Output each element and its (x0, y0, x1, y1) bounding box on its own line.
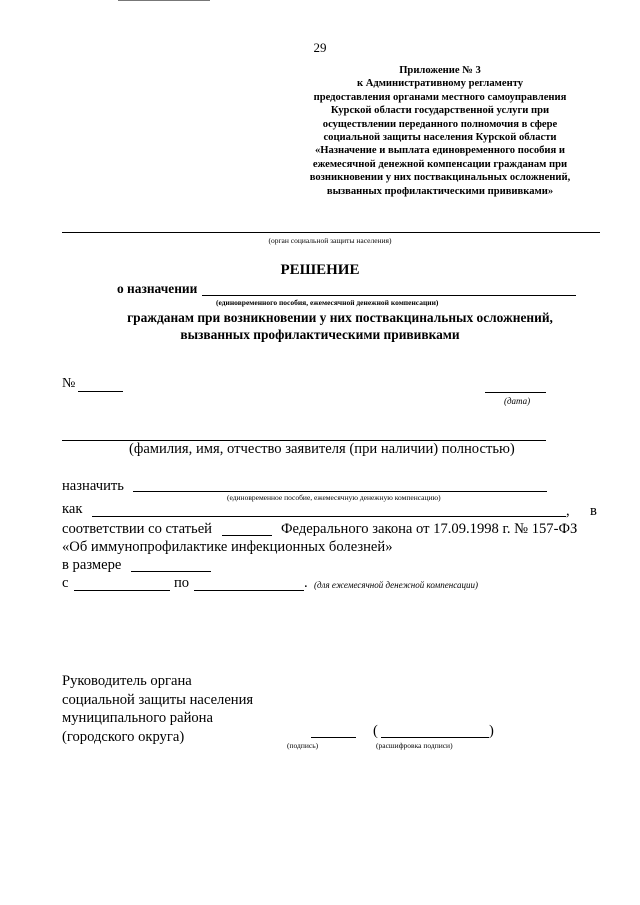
signature-role-line: социальной защиты населения (62, 691, 254, 708)
signature-decode-field[interactable] (381, 737, 489, 738)
from-date-field[interactable] (74, 590, 170, 591)
law-name: «Об иммунопрофилактике инфекционных болезней» (62, 539, 393, 555)
appendix-block (290, 64, 590, 198)
appendix-line: вызванных профилактическими прививками» (326, 185, 554, 197)
assign-caption: (единовременное пособие, ежемесячную денежную компенсацию) (227, 493, 441, 502)
law-article-field[interactable] (222, 535, 272, 536)
to-date-field[interactable] (194, 590, 304, 591)
decode-caption: (расшифровка подписи) (376, 741, 453, 750)
decision-title: РЕШЕНИЕ (280, 262, 360, 278)
appendix-line: ежемесячной денежной компенсации гражданам при (312, 158, 568, 170)
sign-caption: (подпись) (287, 741, 319, 750)
appendix-line: предоставления органами местного самоуправления (313, 91, 567, 103)
signature-role-line: муниципального района (62, 710, 213, 726)
appendix-line: осуществлении переданного полномочия в сфере (322, 118, 558, 130)
period-dot: . (304, 575, 308, 591)
date-field[interactable] (485, 392, 546, 393)
scan-edge-line (118, 0, 210, 1)
as-in: в (590, 503, 597, 519)
decision-prefix: о назначении (117, 281, 198, 296)
signature-field[interactable] (311, 737, 356, 738)
number-label: № (62, 376, 76, 391)
amount-field[interactable] (131, 571, 211, 572)
benefit-type-line[interactable] (202, 295, 576, 296)
decode-close-paren: ) (489, 723, 494, 739)
as-comma: , (566, 503, 570, 519)
benefit-type-caption: (единовременного пособия, ежемесячной денежной компенсации) (216, 298, 439, 307)
to-label: по (174, 575, 190, 591)
appendix-line: к Административному регламенту (356, 78, 524, 90)
as-field[interactable] (92, 516, 566, 517)
assign-field[interactable] (133, 491, 547, 492)
applicant-caption: (фамилия, имя, отчество заявителя (при наличии) полностью) (129, 441, 515, 457)
appendix-line: Курской области государственной услуги при (330, 105, 550, 117)
decode-open-paren: ( (373, 723, 378, 739)
signature-role-line: Руководитель органа (62, 673, 192, 689)
signature-role-line: (городского округа) (62, 728, 185, 745)
as-label: как (62, 501, 83, 517)
organ-field-line[interactable] (62, 232, 600, 233)
page-number: 29 (313, 40, 327, 55)
organ-caption: (орган социальной защиты населения) (268, 236, 392, 245)
number-field[interactable] (78, 391, 123, 392)
amount-label: в размере (62, 557, 122, 573)
appendix-line: социальной защиты населения Курской области (323, 132, 557, 144)
period-note: (для ежемесячной денежной компенсации) (314, 580, 478, 590)
law-text: Федерального закона от 17.09.1998 г. № 157-ФЗ (281, 521, 578, 537)
assign-label: назначить (62, 478, 124, 494)
appendix-line: возникновении у них поствакцинальных осложнений, (309, 172, 571, 184)
decision-subtitle-2: вызванных профилактическими прививками (180, 327, 460, 342)
appendix-line: Приложение № 3 (399, 65, 481, 76)
decision-subtitle-1: гражданам при возникновении у них поствакцинальных осложнений, (127, 310, 553, 325)
appendix-line: «Назначение и выплата единовременного пособия и (314, 145, 566, 157)
law-prefix: соответствии со статьей (62, 521, 212, 537)
from-label: с (62, 575, 69, 591)
signature-role (62, 672, 253, 746)
date-caption: (дата) (504, 396, 531, 406)
